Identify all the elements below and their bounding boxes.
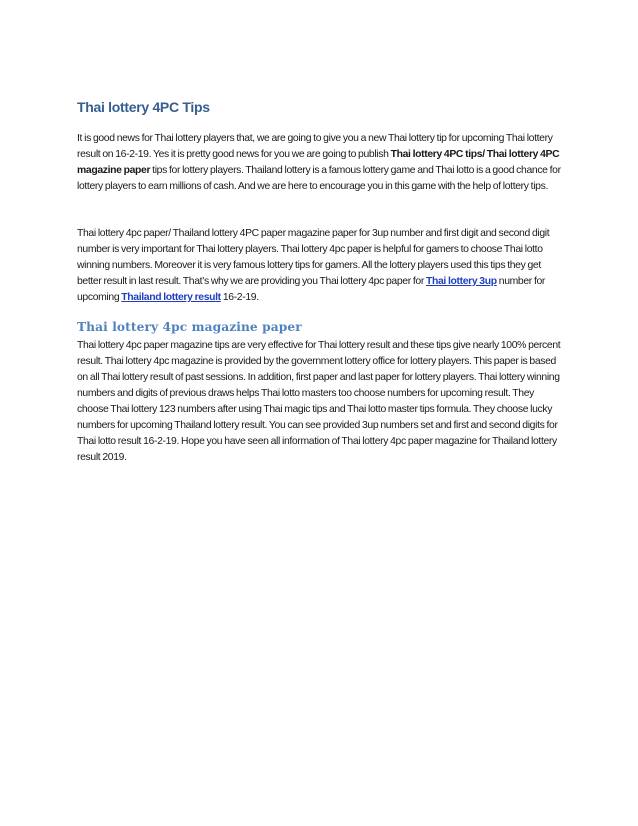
paper-text-c: 16-2-19. xyxy=(220,292,259,303)
magazine-paper-heading: Thai lottery 4pc magazine paper xyxy=(77,320,302,334)
document-title: Thai lottery 4PC Tips xyxy=(77,99,210,115)
thailand-lottery-result-link[interactable]: Thailand lottery result xyxy=(121,292,221,303)
paper-text-a: Thai lottery 4pc paper/ Thailand lottery 4PC paper magazine paper for 3up number and first digit and second digit number is very important for Thai lottery players. Thai lottery 4pc paper is helpful for gamers to choose Thai lotto winning numbers. Moreover it is very famous lottery tips for gamers. All the lottery players used this tips they get better result in last result. That’s why we are providing you Thai lottery 4pc paper for xyxy=(77,228,550,287)
intro-text-b: tips for lottery players. Thailand lottery is a famous lottery game and Thai lotto is a good chance for lottery players to earn millions of cash. And we are here to encourage you in this game with the help of lottery tips. xyxy=(77,165,561,192)
intro-bold-text: Thai lottery 4PC tips/ Thai lottery 4PC magazine paper xyxy=(77,149,560,176)
intro-paragraph xyxy=(77,131,566,195)
paper-paragraph xyxy=(77,226,566,306)
magazine-paragraph: Thai lottery 4pc paper magazine tips are very effective for Thai lottery result and these tips give nearly 100% percent result. Thai lottery 4pc magazine is provided by the government lottery office for lottery players. This paper is based on all Thai lottery result of past sessions. In addition, first paper and last paper for lottery players. Thai lottery winning numbers and digits of previous draws helps Thai lotto masters too choose numbers for upcoming result. They choose Thai lottery 123 numbers after using Thai magic tips and Thai lotto master tips formula. They choose lucky numbers for upcoming Thailand lottery result. You can see provided 3up numbers set and first and second digits for Thai lotto result 16-2-19. Hope you have seen all information of Thai lottery 4pc paper magazine for Thailand lottery result 2019. xyxy=(77,340,561,463)
intro-text-a: It is good news for Thai lottery players that, we are going to give you a new Thai lottery tip for upcoming Thai lottery result on 16-2-19. Yes it is pretty good news for you we are going to publish xyxy=(77,133,553,160)
thai-lottery-3up-link[interactable]: Thai lottery 3up xyxy=(425,276,497,287)
paper-text-b: number for upcoming xyxy=(77,276,546,303)
